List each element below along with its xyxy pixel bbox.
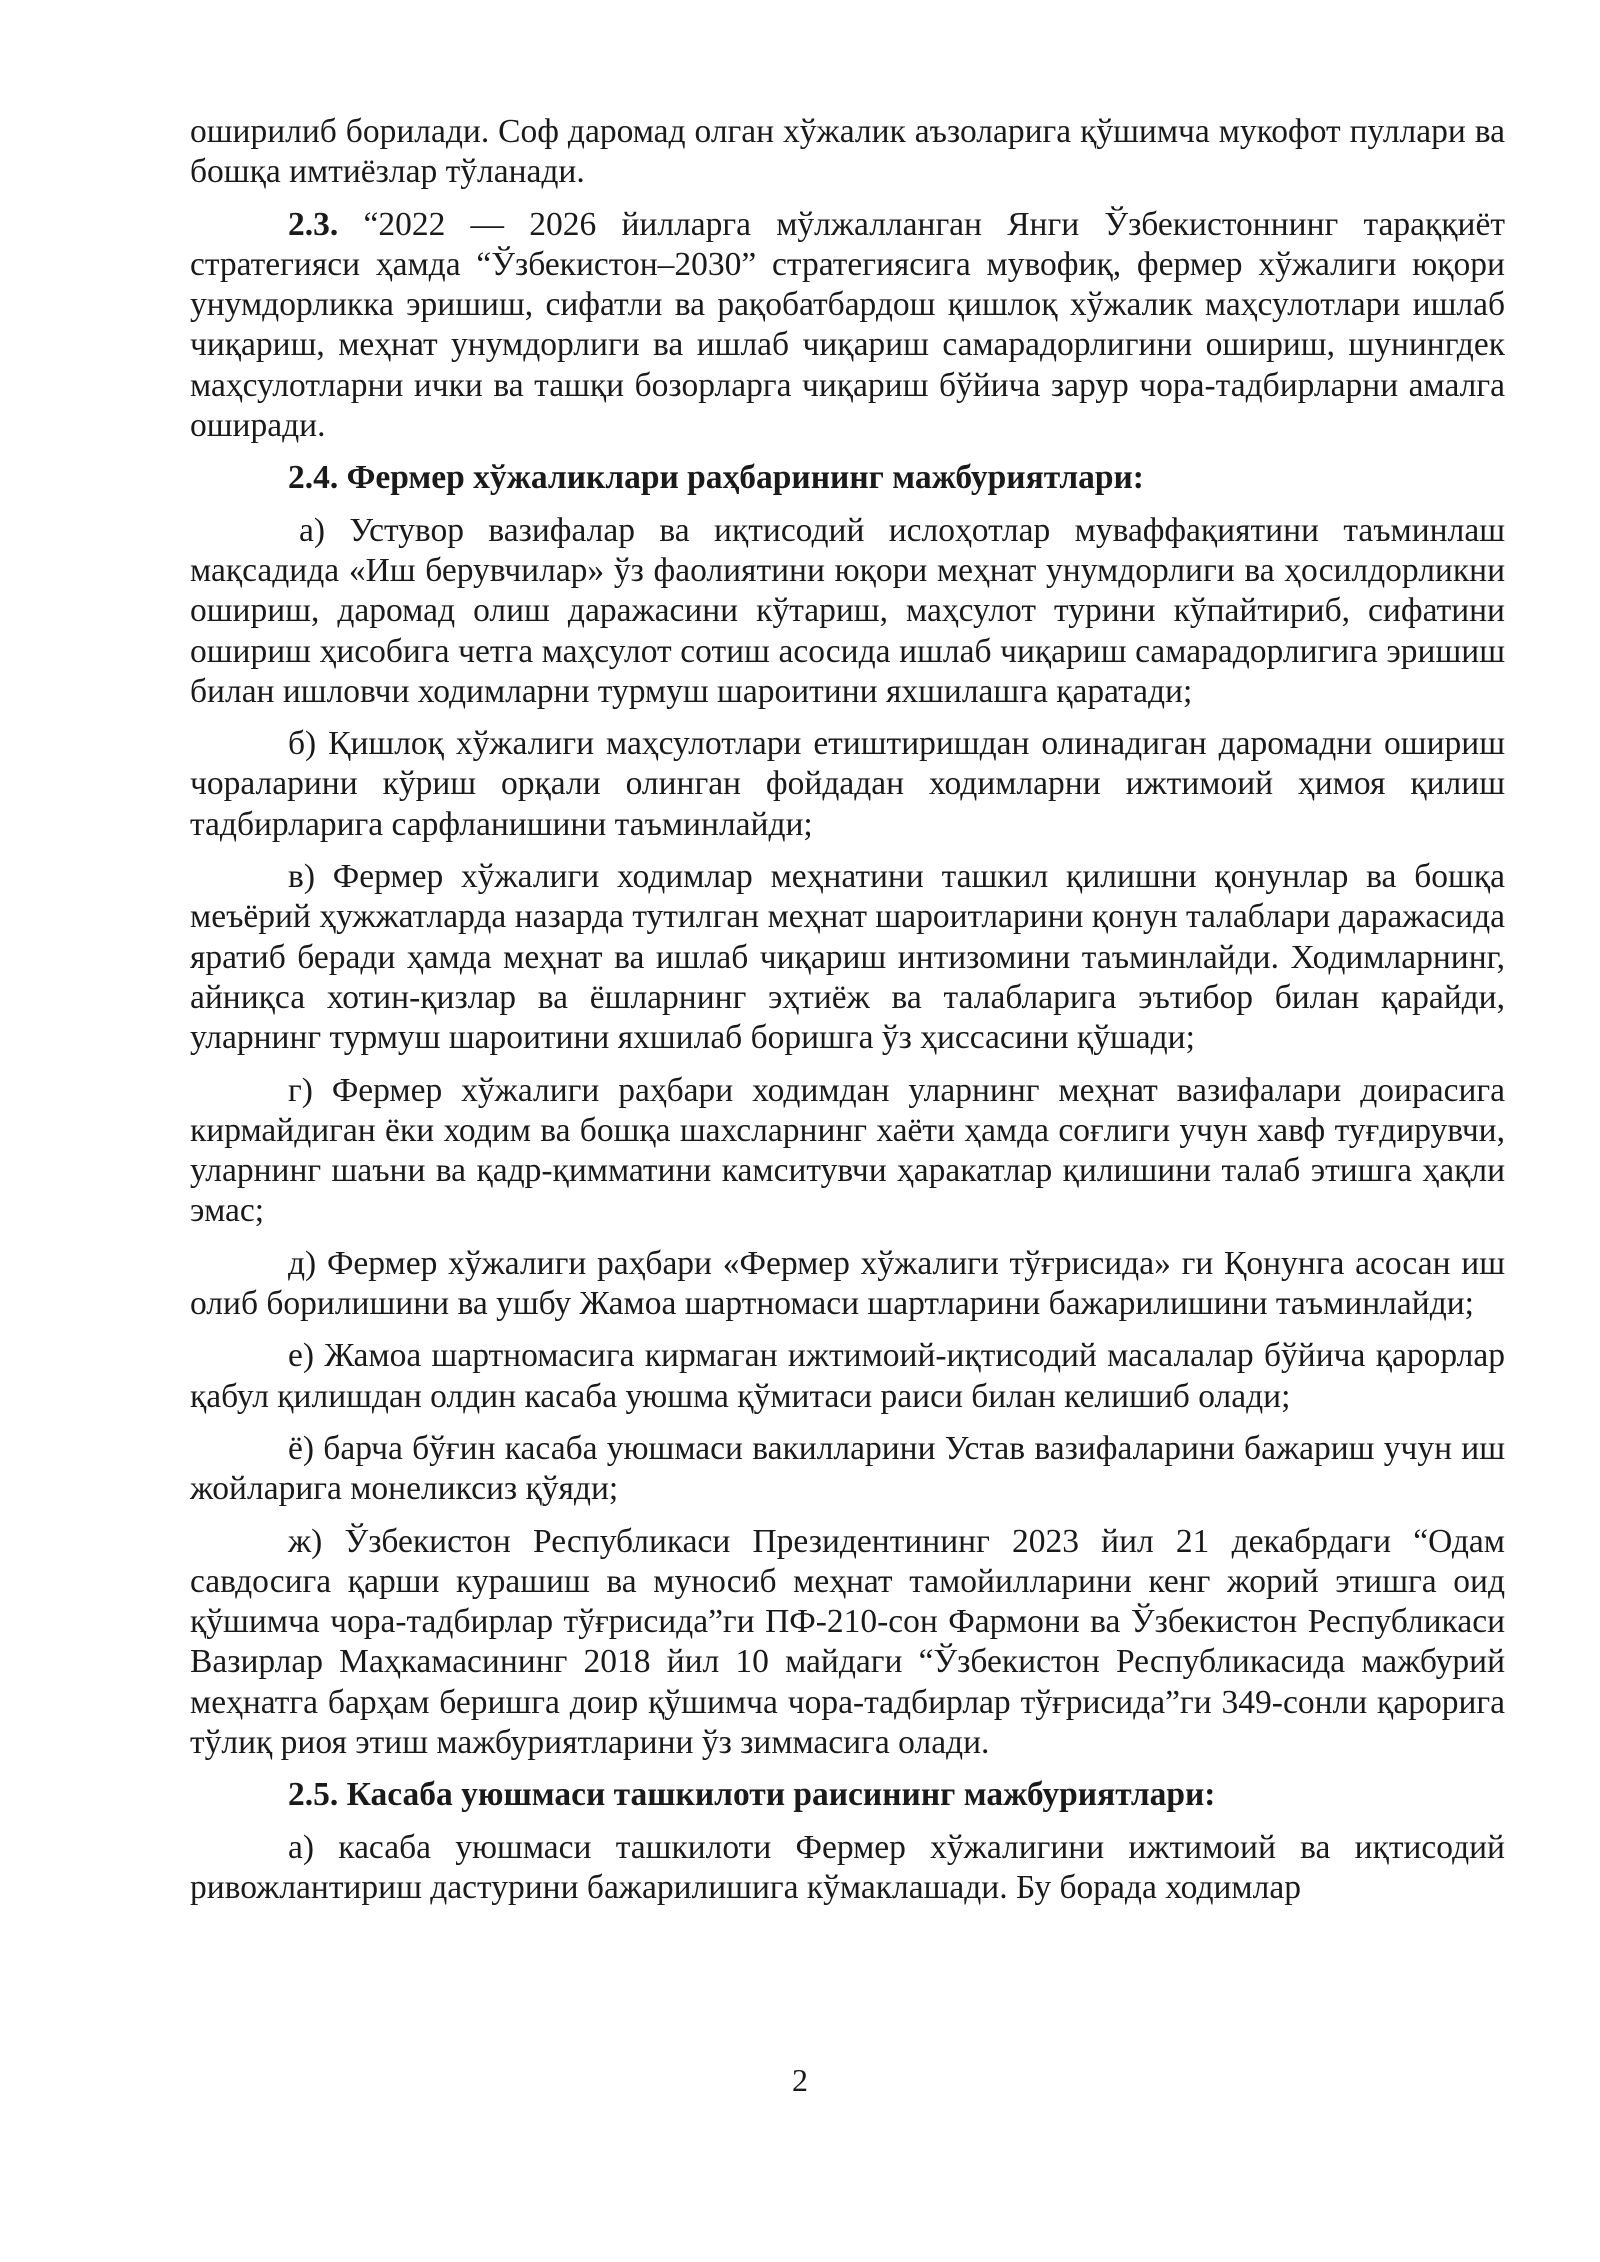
paragraph-2-3-text: “2022 — 2026 йилларга мўлжалланган Янги Ўзбекистоннинг тараққиёт стратегияси ҳамда “Ўзбекистон–2030” стратегиясига мувофиқ, фермер хўжалиги юқори унумдорликка эришиш, сифатли ва рақобатбардош қишлоқ хўжалик маҳсулотлари ишлаб чиқариш, меҳнат унумдорлиги ва ишлаб чиқариш самарадорлигини ошириш, шунингдек маҳсулотларни ички ва ташқи бозорларга чиқариш бўйича зарур чора-тадбирларни амалга оширади. (190, 205, 1505, 445)
paragraph-2-4-b: б) Қишлоқ хўжалиги маҳсулотлари етиштиришдан олинадиган даромадни ошириш чораларини кўриш орқали олинган фойдадан ходимларни ижтимоий ҳимоя қилиш тадбирларига сарфланишини таъминлайди; (190, 725, 1505, 843)
paragraph-2-3 (190, 205, 1505, 447)
paragraph-2-4-v: в) Фермер хўжалиги ходимлар меҳнатини ташкил қилишни қонунлар ва бошқа меъёрий ҳужжатларда назарда тутилган меҳнат шароитларини қонун талаблари даражасида яратиб беради ҳамда меҳнат ва ишлаб чиқариш интизомини таъминлайди. Ходимларнинг, айниқса хотин-қизлар ва ёшларнинг эҳтиёж ва талабларига эътибор билан қарайди, уларнинг турмуш шароитини яхшилаб боришга ўз ҳиссасини қўшади; (190, 858, 1505, 1057)
paragraph-2-4-yo: ё) барча бўғин касаба уюшмаси вакилларини Устав вазифаларини бажариш учун иш жойларига монеликсиз қўяди; (190, 1429, 1505, 1508)
paragraph-2-3-number: 2.3. (288, 205, 339, 243)
paragraph-continuation: оширилиб борилади. Соф даромад олган хўжалик аъзоларига қўшимча мукофот пуллари ва бошқа имтиёзлар тўланади. (190, 113, 1505, 191)
paragraph-2-5-a: а) касаба уюшмаси ташкилоти Фермер хўжалигини ижтимоий ва иқтисодий ривожлантириш дастурини бажарилишига кўмаклашади. Бу борада ходимлар (190, 1828, 1505, 1906)
paragraph-2-4-e: е) Жамоа шартномасига кирмаган ижтимоий-иқтисодий масалалар бўйича қарорлар қабул қилишдан олдин касаба уюшма қўмитаси раиси билан келишиб олади; (190, 1337, 1505, 1415)
paragraph-2-4-a: а) Устувор вазифалар ва иқтисодий ислоҳотлар муваффақиятини таъминлаш мақсадида «Иш берувчилар» ўз фаолиятини юқори меҳнат унумдорлиги ва ҳосилдорликни ошириш, даромад олиш даражасини кўтариш, маҳсулот турини кўпайтириб, сифатини ошириш ҳисобига четга маҳсулот сотиш асосида ишлаб чиқариш самарадорлигига эришиш билан ишловчи ходимларни турмуш шароитини яхшилашга қаратади; (190, 511, 1505, 710)
page-number: 2 (792, 2062, 808, 2098)
section-heading-2-5: 2.5. Касаба уюшмаси ташкилоти раисининг мажбуриятлари: (288, 1776, 1216, 1814)
paragraph-2-4-zh: ж) Ўзбекистон Республикаси Президентининг 2023 йил 21 декабрдаги “Одам савдосига қарши курашиш ва муносиб меҳнат тамойилларини кенг жорий этишга оид қўшимча чора-тадбирлар тўғрисида”ги ПФ-210-сон Фармони ва Ўзбекистон Республикаси Вазирлар Маҳкамасининг 2018 йил 10 майдаги “Ўзбекистон Республикасида мажбурий меҳнатга барҳам беришга доир қўшимча чора-тадбирлар тўғрисида”ги 349-сонли қарорига тўлиқ риоя этиш мажбуриятларини ўз зиммасига олади. (190, 1522, 1505, 1761)
paragraph-2-4-g: г) Фермер хўжалиги раҳбари ходимдан уларнинг меҳнат вазифалари доирасига кирмайдиган ёки ходим ва бошқа шахсларнинг хаёти ҳамда соғлиги учун хавф туғдирувчи, уларнинг шаъни ва қадр-қимматини камситувчи ҳаракатлар қилишини талаб этишга ҳақли эмас; (190, 1071, 1505, 1230)
document-page (190, 112, 1505, 1920)
section-heading-2-4: 2.4. Фермер хўжаликлари раҳбарининг мажбуриятлари: (288, 459, 1144, 497)
paragraph-2-4-d: д) Фермер хўжалиги раҳбари «Фермер хўжалиги тўғрисида» ги Қонунга асосан иш олиб борилишини ва ушбу Жамоа шартномаси шартларини бажарилишини таъминлайди; (190, 1244, 1505, 1323)
